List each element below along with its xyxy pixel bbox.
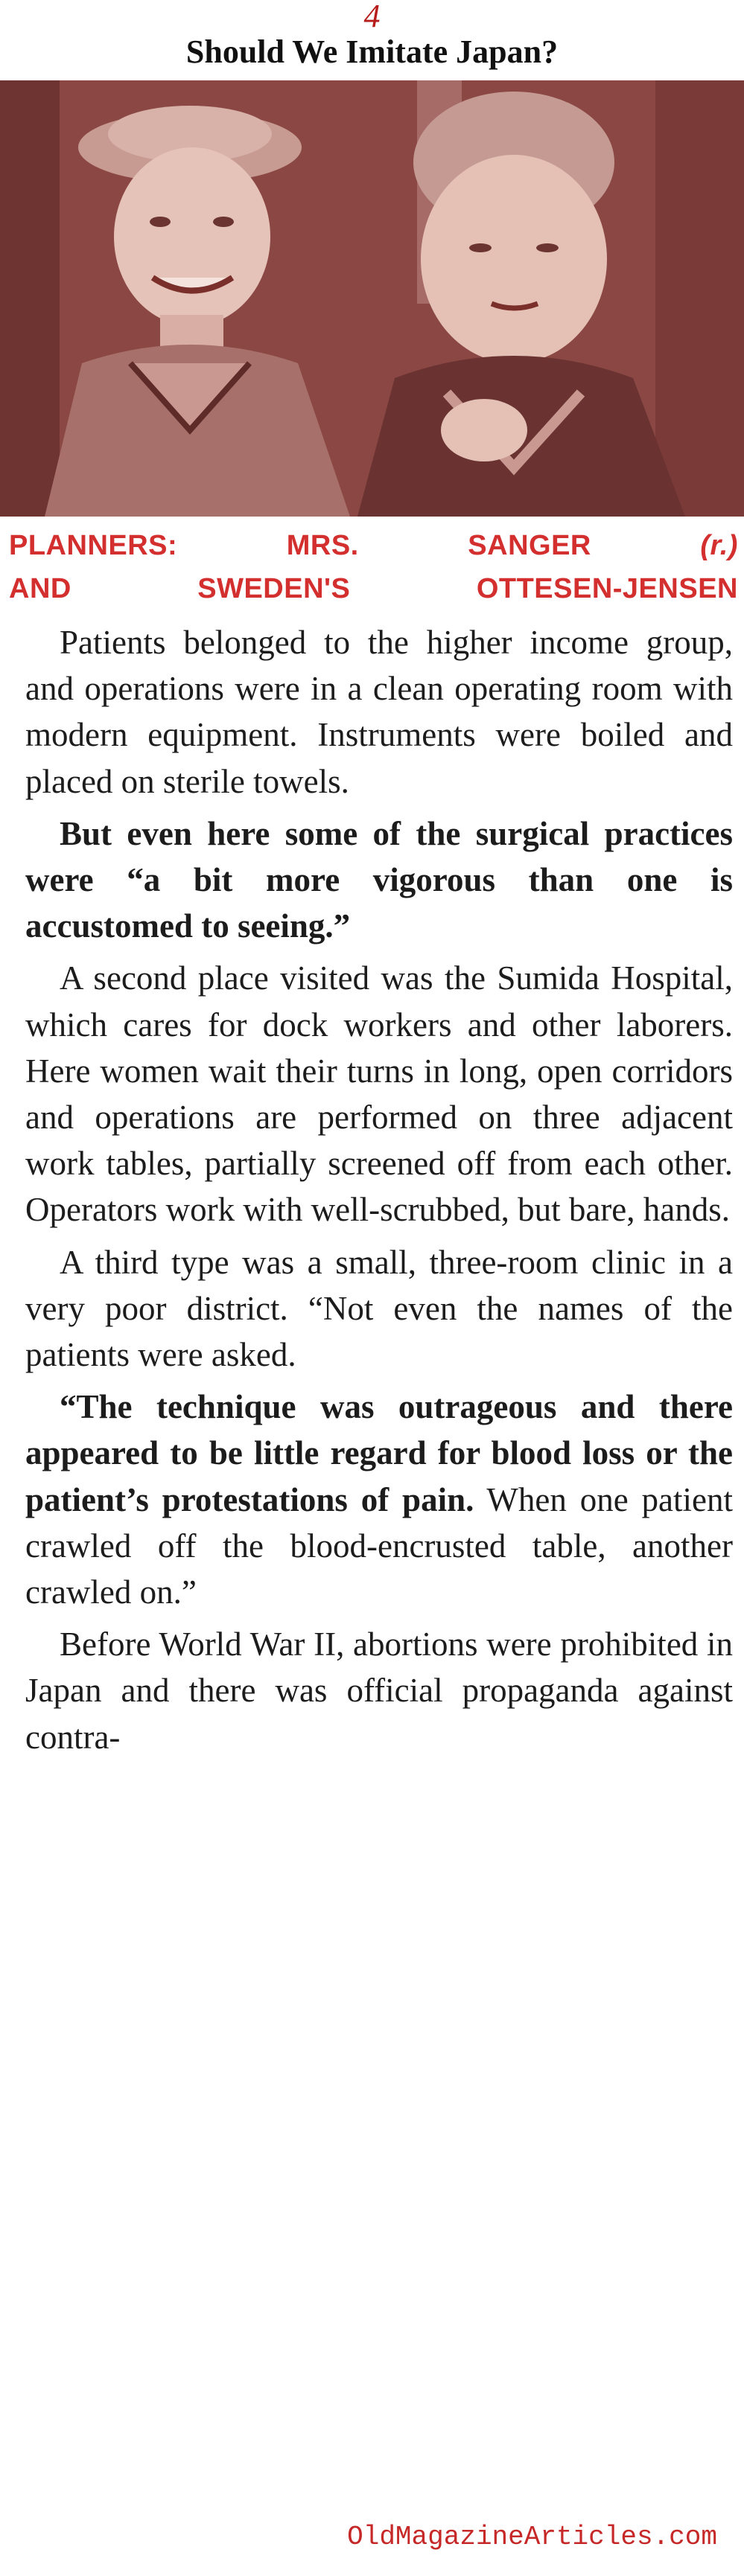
article-paragraph — [25, 811, 733, 950]
article-paragraph: Before World War II, abortions were prohibited in Japan and there was official propaganda against contra- — [25, 1626, 733, 1756]
caption-line-1 — [0, 524, 744, 567]
caption-word: AND — [9, 573, 71, 604]
caption-word: PLANNERS: — [9, 530, 178, 561]
article-paragraph: A third type was a small, three-room clinic in a very poor district. “Not even the names of the patients were asked. — [25, 1243, 733, 1374]
two-women-photo — [0, 80, 744, 517]
article-paragraph — [25, 1384, 733, 1615]
photo-caption — [0, 524, 744, 610]
caption-word: SWEDEN'S — [197, 573, 351, 604]
caption-line-2 — [0, 567, 744, 610]
caption-word: MRS. — [286, 530, 359, 561]
bold-passage: But even here some of the surgical practices were “a bit more vigorous than one is accustomed to seeing.” — [25, 814, 733, 945]
article-paragraph: Patients belonged to the higher income group, and operations were in a clean operating room with modern equipment. Instruments were boiled and placed on sterile towels. — [25, 624, 733, 800]
caption-word: (r.) — [700, 530, 738, 561]
source-watermark: OldMagazineArticles.com — [347, 2522, 717, 2552]
article-headline: Should We Imitate Japan? — [185, 33, 559, 70]
caption-word: OTTESEN-JENSEN — [476, 573, 738, 604]
article-body — [25, 619, 733, 1766]
page-number: 4 — [363, 0, 381, 34]
caption-word: SANGER — [468, 530, 591, 561]
paragraph-continuation: When one patient crawled off the blood-encrusted table, another crawled on.” — [25, 1480, 733, 1611]
article-paragraph: A second place visited was the Sumida Hospital, which cares for dock workers and other laborers. Here women wait their turns in long, open corridors and operations are performed on three adjacent work tables, partially screened off from each other. Operators work with well-scrubbed, but bare, hands. — [25, 959, 733, 1229]
bold-passage: “The technique was outrageous and there appeared to be little regard for blood loss or the patient’s protestations of pain. — [25, 1388, 733, 1518]
